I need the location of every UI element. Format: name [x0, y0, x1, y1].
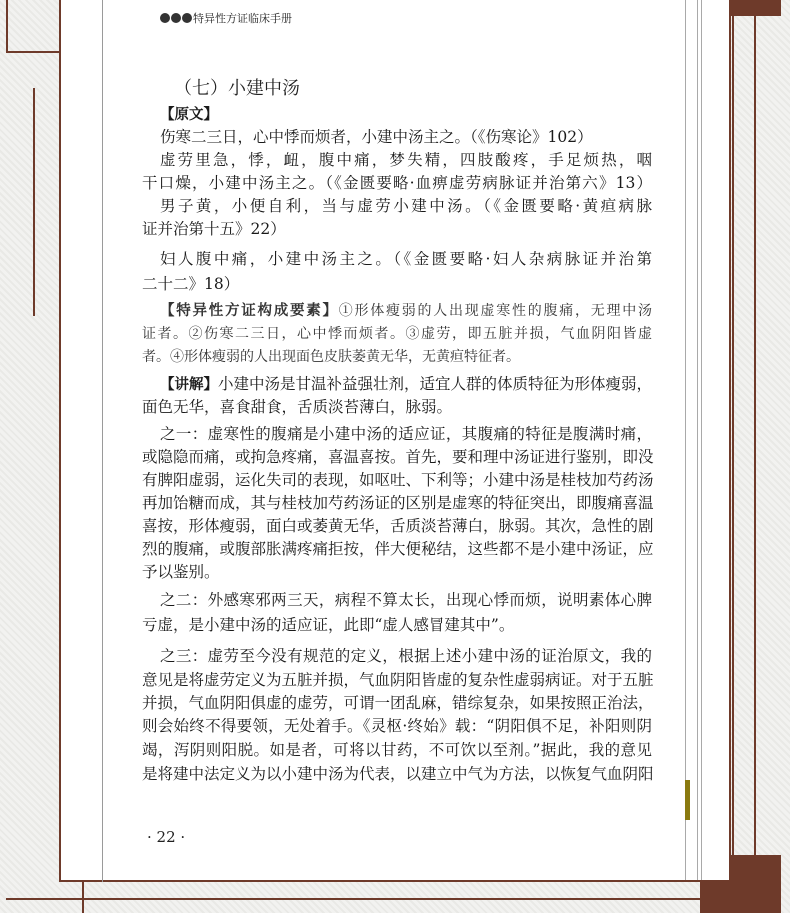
text-line: 竭，泻阴则阳脱。如是者，可将以甘药，不可饮以至剂。”据此，我的意见: [142, 741, 652, 759]
logo-icon: [171, 13, 181, 23]
decorative-border: [6, 898, 726, 900]
text-line: 是将建中法定义为以小建中汤为代表，以建立中气为方法，以恢复气血阴阳: [142, 765, 654, 783]
text-line: 之二：外感寒邪两三天，病程不算太长，出现心悸而烦，说明素体心脾: [160, 591, 652, 609]
text-line: 男子黄，小便自利，当与虚劳小建中汤。（《金匮要略·黄疸病脉: [160, 197, 652, 215]
section-label: 【讲解】: [160, 377, 218, 393]
section-label: 【特异性方证构成要素】: [160, 303, 339, 319]
text-line: 证者。②伤寒二三日，心中悸而烦者。③虚劳，即五脏并损，气血阴阳皆虚: [142, 326, 652, 342]
decorative-border: [6, 0, 8, 52]
text-line: 者。④形体瘦弱的人出现面色皮肤萎黄无华，无黄疸特征者。: [142, 349, 520, 365]
page-tab-marker: [685, 780, 690, 820]
running-title: 特异性方证临床手册: [193, 12, 292, 25]
text-line: 面色无华，喜食甜食，舌质淡苔薄白，脉弱。: [142, 398, 453, 416]
text-line: 妇人腹中痛，小建中汤主之。（《金匮要略·妇人杂病脉证并治第: [160, 250, 652, 268]
text-line: 【特异性方证构成要素】①形体瘦弱的人出现虚寒性的腹痛，无理中汤: [160, 303, 652, 319]
text-line: 烈的腹痛，或腹部胀满疼痛拒按，伴大便秘结，这些都不是小建中汤证，应: [142, 540, 654, 558]
decorative-border: [732, 16, 734, 856]
running-header: [160, 10, 292, 26]
decorative-border: [754, 16, 756, 856]
page-gutter-line: [102, 0, 103, 882]
text-line: 虚劳里急，悸，衄，腹中痛，梦失精，四肢酸疼，手足烦热，咽: [160, 151, 652, 169]
text-line: 意见是将虚劳定义为五脏并损，气血阴阳皆虚的复杂性虚弱病证。对于五脏: [142, 671, 654, 689]
decorative-block: [731, 0, 781, 16]
text-line: 有脾阳虚弱，运化失司的表现，如呕吐、下利等；小建中汤是桂枝加芍药汤: [142, 471, 654, 489]
text-line: 干口燥，小建中汤主之。（《金匮要略·血痹虚劳病脉证并治第六》13）: [142, 174, 652, 192]
logo-icon: [182, 13, 192, 23]
text-line: 二十二》18）: [142, 275, 240, 293]
text-line: 予以鉴别。: [142, 563, 220, 581]
text-line: 伤寒二三日，心中悸而烦者，小建中汤主之。（《伤寒论》102）: [160, 128, 593, 146]
text-line: 或隐隐而痛，或拘急疼痛，喜温喜按。首先，要和理中汤证进行鉴别，即没: [142, 448, 654, 466]
page-number: · 22 ·: [147, 828, 186, 846]
text-line: 之三：虚劳至今没有规范的定义，根据上述小建中汤的证治原文，我的: [160, 647, 652, 665]
text-line: 证并治第十五》22）: [142, 220, 286, 238]
logo-icon: [160, 13, 170, 23]
page-edge: [685, 0, 686, 880]
decorative-border: [6, 51, 60, 53]
text-line: 之一：虚寒性的腹痛是小建中汤的适应证，其腹痛的特征是腹满时痛，: [160, 425, 652, 443]
text-line: [160, 104, 652, 125]
page-edge: [697, 0, 698, 880]
text-line: 并损，气血阴阳俱虚的虚劳，可谓一团乱麻，错综复杂，如果按照正治法，: [142, 694, 654, 712]
text-line: 喜按，形体瘦弱，面白或萎黄无华，舌质淡苔薄白，脉弱。其次，急性的剧: [142, 517, 654, 535]
text-line: 【讲解】小建中汤是甘温补益强壮剂，适宜人群的体质特征为形体瘦弱，: [160, 375, 653, 393]
section-label: 【原文】: [160, 107, 218, 123]
text-line: 亏虚，是小建中汤的适应证，此即“虚人感冒建其中”。: [142, 616, 515, 634]
decorative-border: [33, 88, 35, 316]
text-line: 则会始终不得要领，无处着手。《灵枢·终始》载：“阴阳俱不足，补阳则阴: [142, 717, 652, 735]
text-line: 再加饴糖而成，其与桂枝加芍药汤证的区别是虚寒的特征突出，即腹痛喜温: [142, 494, 654, 512]
page-edge: [701, 0, 702, 880]
section-title: （七）小建中汤: [174, 78, 300, 99]
